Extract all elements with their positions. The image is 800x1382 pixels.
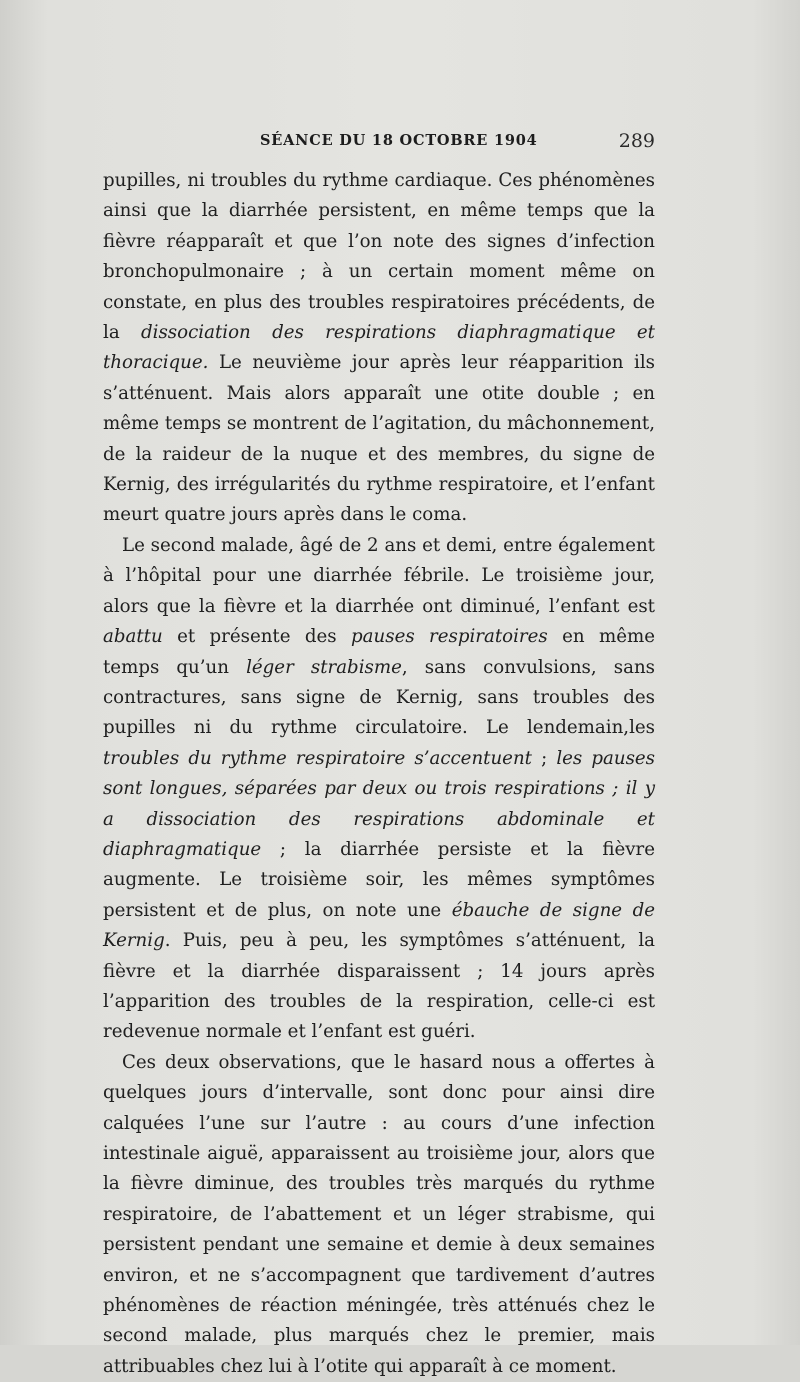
text-run: ;: [531, 747, 557, 769]
text-run: Le second malade, âgé de 2 ans et demi, entre également à l’hôpital pour une diarrhée fébrile. Le troisième jour, alors que la fièvre et la diarrhée ont diminué, l’enfant est: [103, 534, 655, 617]
paragraph-continuation: [103, 166, 655, 531]
body-text: [103, 166, 655, 1382]
text-run: Ces deux observations, que le hasard nous a offertes à quelques jours d’intervalle, sont donc pour ainsi dire calquées l’une sur l’autre : au cours d’une infection intestinale aiguë, apparaissent au troisième jour, alors que la fièvre diminue, des troubles très marqués du rythme respiratoire, de l’abattement et un léger strabisme, qui persistent pendant une semaine et demie à deux semaines environ, et ne s’accompagnent que tardivement d’autres phénomènes de réaction méningée, très atténués chez le second malade, plus marqués chez le premier, mais attribuables chez lui à l’otite qui apparaît à ce moment.: [103, 1051, 655, 1377]
text-run: . Puis, peu à peu, les symptômes s’atténuent, la fièvre et la diarrhée disparaissent ; 14 jours après l’apparition des troubles de la respiration, celle-ci est redevenue normale et l’enfant est guéri.: [103, 930, 655, 1043]
paragraph-conclusion: [103, 1048, 655, 1382]
italic-phrase: les pauses sont longues, séparées par deux ou trois respirations ; il y a dissociation des respirations abdominale et diaphragmatique: [103, 747, 656, 860]
text-run: pupilles, ni troubles du rythme cardiaque. Ces phénomènes ainsi que la diarrhée persistent, en même temps que la fièvre réapparaît et que l’on note des signes d’infection bronchopulmonaire ; à un certain moment même on constate, en plus des troubles respiratoires précédents, de la: [103, 170, 655, 344]
text-run: et présente des: [162, 626, 352, 648]
italic-phrase: troubles du rythme respiratoire s’accentuent: [103, 747, 532, 769]
italic-phrase: dissociation des respirations diaphragmatique et thoracique.: [103, 322, 655, 374]
italic-phrase: léger strabisme: [246, 656, 402, 678]
italic-phrase: abattu: [103, 626, 163, 648]
italic-phrase: ébauche de signe de Kernig: [103, 899, 655, 952]
text-run: ; la diarrhée persiste et la fièvre augmente. Le troisième soir, les mêmes symptômes persistent et de plus, on note une: [103, 838, 655, 921]
page-number: 289: [618, 130, 655, 152]
text-run: , sans convulsions, sans contractures, sans signe de Kernig, sans troubles des pupilles ni du rythme circulatoire. Le lendemain,les: [103, 656, 655, 739]
page-header: [103, 130, 655, 154]
paragraph-second-patient: [103, 531, 655, 1048]
italic-phrase: pauses respiratoires: [351, 626, 548, 648]
text-run: en même temps qu’un: [103, 626, 655, 678]
running-title: SÉANCE DU 18 OCTOBRE 1904: [260, 132, 538, 149]
text-run: Le neuvième jour après leur réapparition ils s’atténuent. Mais alors apparaît une otite double ; en même temps se montrent de l’agitation, du mâchonnement, de la raideur de la nuque et des membres, du signe de Kernig, des irrégularités du rythme respiratoire, et l’enfant meurt quatre jours après dans le coma.: [103, 352, 655, 526]
